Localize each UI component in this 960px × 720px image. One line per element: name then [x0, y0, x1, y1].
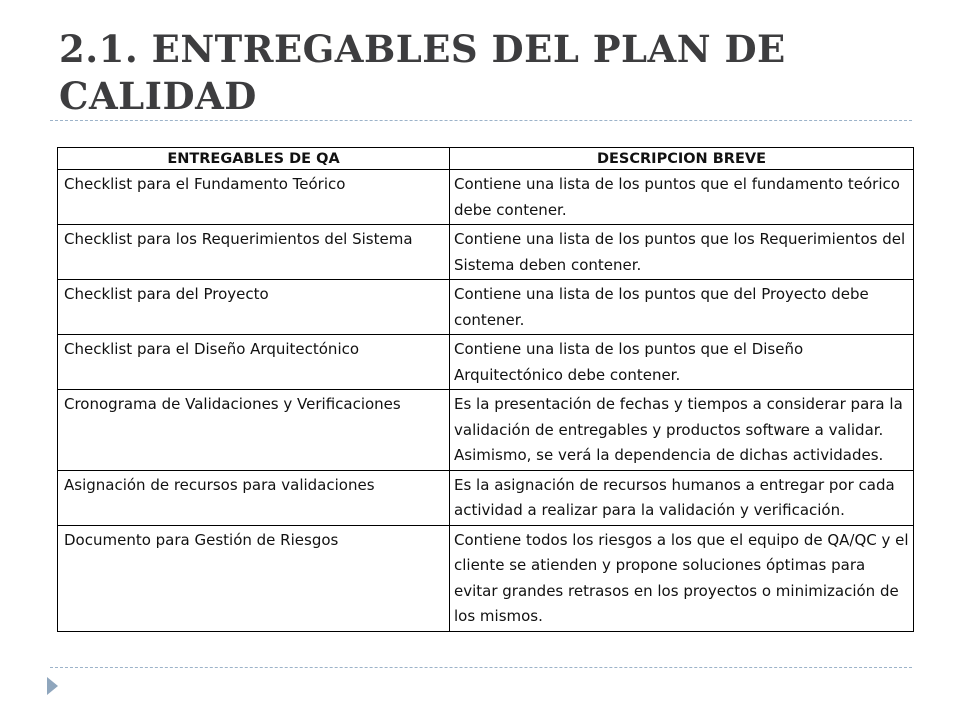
- table-row: [58, 225, 914, 280]
- header-deliverables: ENTREGABLES DE QA: [58, 148, 450, 170]
- deliverable-cell: Asignación de recursos para validaciones: [58, 470, 450, 525]
- table-header-row: [58, 148, 914, 170]
- description-cell: Contiene una lista de los puntos que el fundamento teórico debe contener.: [450, 170, 914, 225]
- deliverable-cell: Checklist para el Fundamento Teórico: [58, 170, 450, 225]
- triangle-right-icon: [47, 677, 58, 695]
- deliverable-cell: Checklist para del Proyecto: [58, 280, 450, 335]
- table-row: [58, 390, 914, 471]
- description-cell: Contiene una lista de los puntos que los Requerimientos del Sistema deben contener.: [450, 225, 914, 280]
- description-cell: Contiene una lista de los puntos que el Diseño Arquitectónico debe contener.: [450, 335, 914, 390]
- deliverable-cell: Checklist para los Requerimientos del Sistema: [58, 225, 450, 280]
- table-row: [58, 525, 914, 631]
- table-row: [58, 280, 914, 335]
- table-row: [58, 470, 914, 525]
- description-cell: Es la presentación de fechas y tiempos a considerar para la validación de entregables y productos software a validar. Asimismo, se verá la dependencia de dichas actividades.: [450, 390, 914, 471]
- table-row: [58, 335, 914, 390]
- deliverable-cell: Documento para Gestión de Riesgos: [58, 525, 450, 631]
- description-cell: Contiene una lista de los puntos que del Proyecto debe contener.: [450, 280, 914, 335]
- deliverables-table: [57, 147, 914, 632]
- slide-title: 2.1. ENTREGABLES DEL PLAN DE CALIDAD: [59, 27, 786, 118]
- description-cell: Es la asignación de recursos humanos a entregar por cada actividad a realizar para la validación y verificación.: [450, 470, 914, 525]
- header-description: DESCRIPCION BREVE: [450, 148, 914, 170]
- title-divider: [50, 120, 912, 121]
- description-cell: Contiene todos los riesgos a los que el equipo de QA/QC y el cliente se atienden y propone soluciones óptimas para evitar grandes retrasos en los proyectos o minimización de los mismos.: [450, 525, 914, 631]
- deliverable-cell: Cronograma de Validaciones y Verificaciones: [58, 390, 450, 471]
- deliverable-cell: Checklist para el Diseño Arquitectónico: [58, 335, 450, 390]
- table-row: [58, 170, 914, 225]
- footer-divider: [50, 667, 912, 668]
